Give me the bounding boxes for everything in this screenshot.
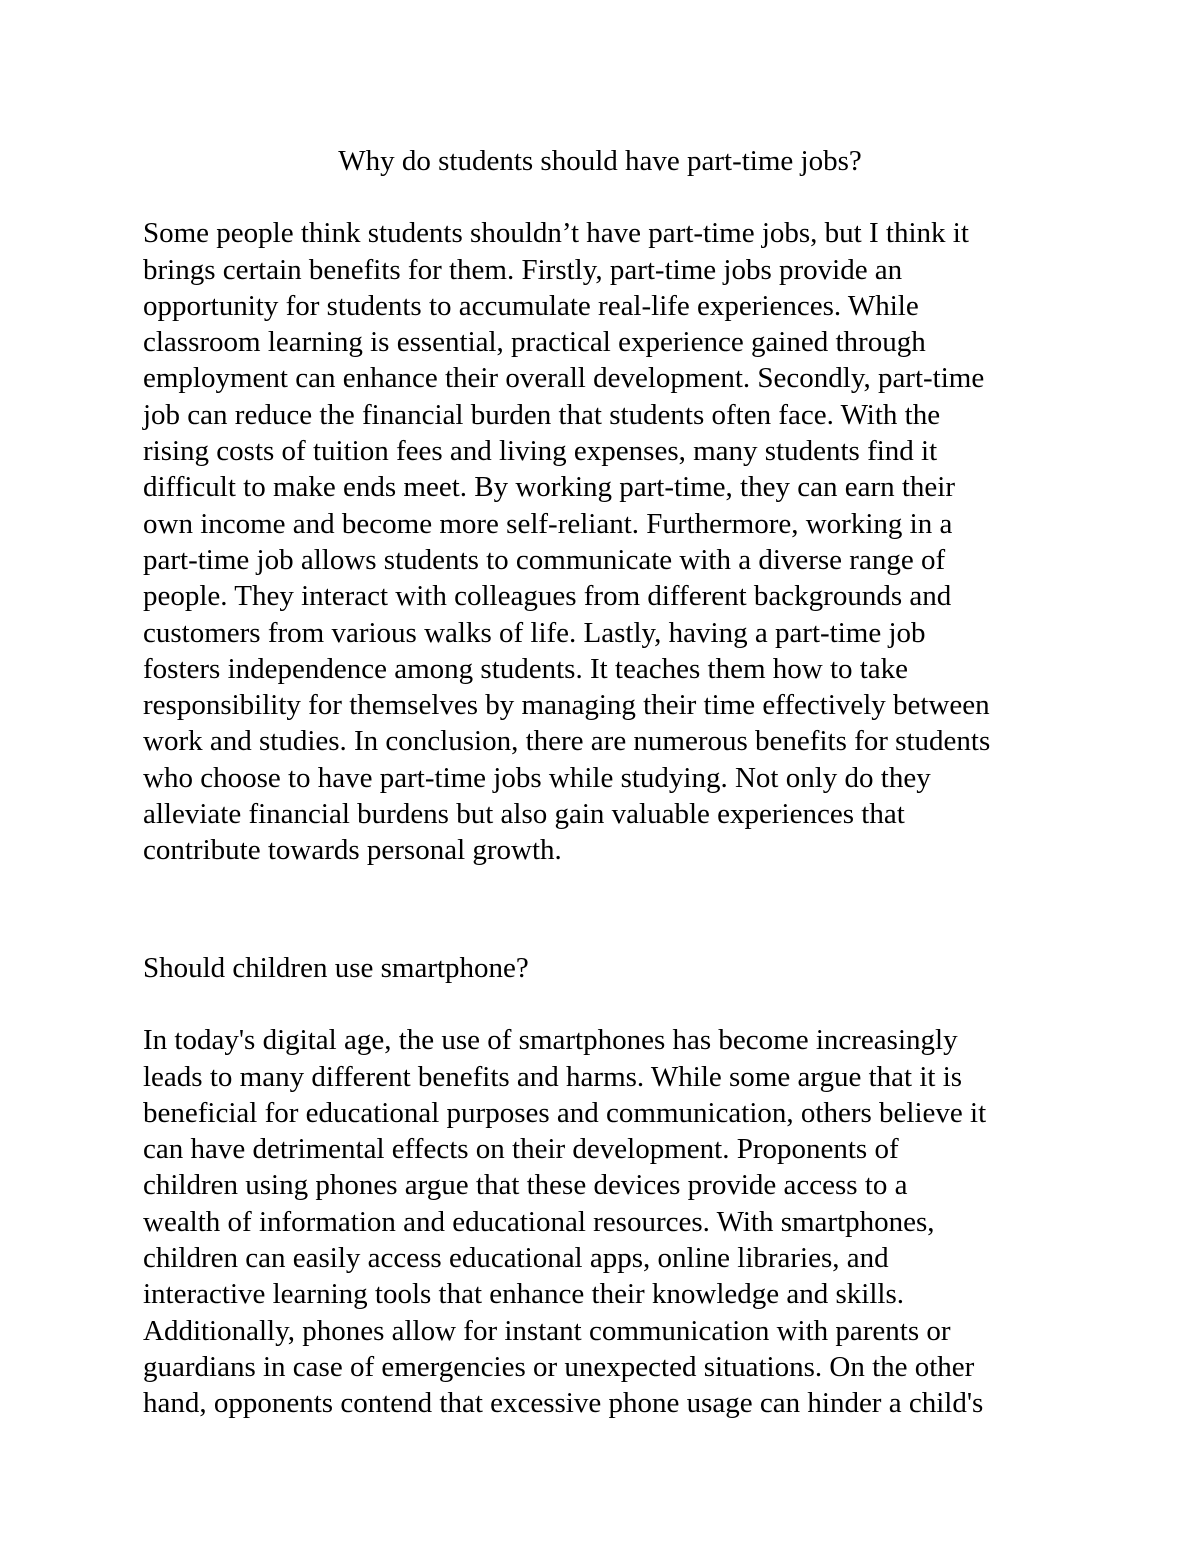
body-line: work and studies. In conclusion, there are numerous benefits for students xyxy=(143,725,991,758)
body-line: beneficial for educational purposes and communication, others believe it xyxy=(143,1096,987,1129)
essay-part-time-jobs xyxy=(143,143,1063,869)
body-line: In today's digital age, the use of smartphones has become increasingly xyxy=(143,1024,958,1057)
essay-body xyxy=(143,1022,1063,1421)
body-line: contribute towards personal growth. xyxy=(143,834,562,867)
essay-body xyxy=(143,215,1063,868)
body-line: job can reduce the financial burden that students often face. With the xyxy=(143,398,941,431)
body-line: fosters independence among students. It teaches them how to take xyxy=(143,652,909,685)
essay-title: Why do students should have part-time jobs? xyxy=(338,145,862,177)
body-line: who choose to have part-time jobs while studying. Not only do they xyxy=(143,761,931,794)
body-line: wealth of information and educational resources. With smartphones, xyxy=(143,1205,935,1238)
body-line: guardians in case of emergencies or unexpected situations. On the other xyxy=(143,1350,975,1383)
body-line: leads to many different benefits and harms. While some argue that it is xyxy=(143,1060,963,1093)
body-line: children can easily access educational apps, online libraries, and xyxy=(143,1242,889,1275)
body-line: children using phones argue that these devices provide access to a xyxy=(143,1169,908,1202)
body-line: difficult to make ends meet. By working part-time, they can earn their xyxy=(143,471,956,504)
body-line: part-time job allows students to communicate with a diverse range of xyxy=(143,543,946,576)
body-line: Some people think students shouldn’t have part-time jobs, but I think it xyxy=(143,217,969,250)
body-line: classroom learning is essential, practical experience gained through xyxy=(143,326,926,359)
body-line: alleviate financial burdens but also gain valuable experiences that xyxy=(143,798,905,831)
essay-smartphones xyxy=(143,950,1063,1422)
body-line: hand, opponents contend that excessive phone usage can hinder a child's xyxy=(143,1387,984,1420)
body-line: Additionally, phones allow for instant communication with parents or xyxy=(143,1314,951,1347)
body-line: customers from various walks of life. Lastly, having a part-time job xyxy=(143,616,926,649)
body-line: brings certain benefits for them. Firstly, part-time jobs provide an xyxy=(143,253,903,286)
body-line: rising costs of tuition fees and living expenses, many students find it xyxy=(143,435,938,468)
body-line: responsibility for themselves by managing their time effectively between xyxy=(143,689,990,722)
body-line: opportunity for students to accumulate real-life experiences. While xyxy=(143,289,919,322)
essay-title: Should children use smartphone? xyxy=(143,952,529,984)
body-line: employment can enhance their overall development. Secondly, part-time xyxy=(143,362,985,395)
body-line: interactive learning tools that enhance their knowledge and skills. xyxy=(143,1278,905,1311)
body-line: own income and become more self-reliant. Furthermore, working in a xyxy=(143,507,953,540)
body-line: people. They interact with colleagues from different backgrounds and xyxy=(143,580,952,613)
body-line: can have detrimental effects on their development. Proponents of xyxy=(143,1133,899,1166)
